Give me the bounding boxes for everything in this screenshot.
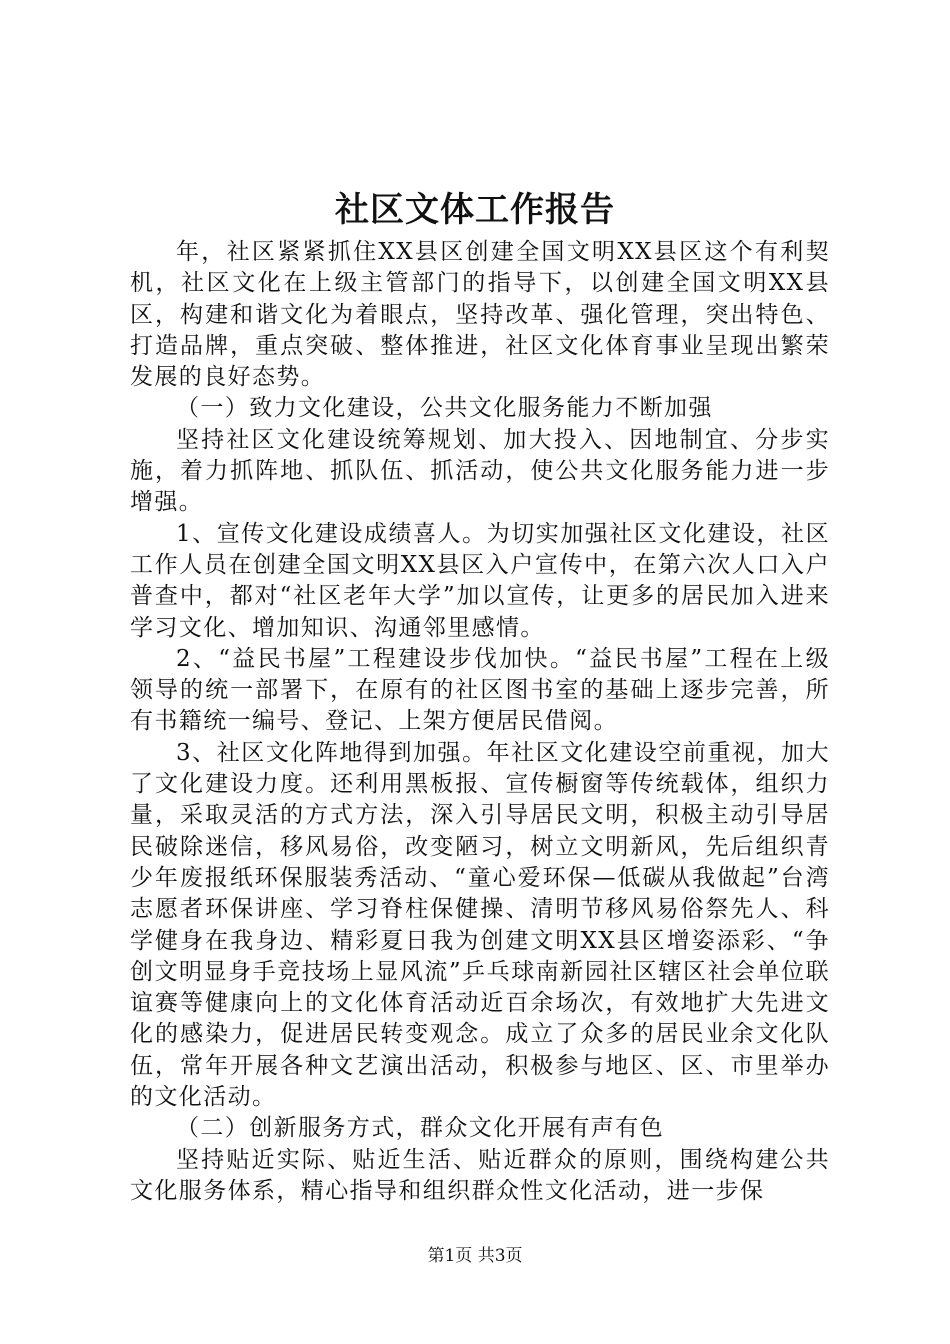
- paragraph-item-2: 2、“益民书屋”工程建设步伐加快。“益民书屋”工程在上级领导的统一部署下，在原有的社区图书室的基础上逐步完善，所有书籍统一编号、登记、上架方便居民借阅。: [130, 645, 830, 735]
- paragraph-item-3: 3、社区文化阵地得到加强。年社区文化建设空前重视，加大了文化建设力度。还利用黑板报、宣传橱窗等传统载体，组织力量，采取灵活的方式方法，深入引导居民文明，积极主动引导居民破除迷信，移风易俗，改变陋习，树立文明新风，先后组织青少年废报纸环保服装秀活动、“童心爱环保—低碳从我做起”台湾志愿者环保讲座、学习脊柱保健操、清明节移风易俗祭先人、科学健身在我身边、精彩夏日我为创建文明XX县区增姿添彩、“争创文明显身手竞技场上显风流”乒乓球南新园社区辖区社会单位联谊赛等健康向上的文化体育活动近百余场次，有效地扩大先进文化的感染力，促进居民转变观念。成立了众多的居民业余文化队伍，常年开展各种文艺演出活动，积极参与地区、区、市里举办的文化活动。: [130, 739, 830, 1111]
- section-heading-1: （一）致力文化建设，公共文化服务能力不断加强: [176, 395, 713, 422]
- document-title: 社区文体工作报告: [335, 190, 615, 230]
- document-body: [130, 237, 830, 1207]
- paragraph-section-2-summary: 坚持贴近实际、贴近生活、贴近群众的原则，围绕构建公共文化服务体系，精心指导和组织群众性文化活动，进一步保: [130, 1146, 830, 1204]
- page-footer: 第1页 共3页: [427, 1246, 523, 1266]
- paragraph-item-1: 1、宣传文化建设成绩喜人。为切实加强社区文化建设，社区工作人员在创建全国文明XX县区入户宣传中，在第六次人口入户普查中，都对“社区老年大学”加以宣传，让更多的居民加入进来学习文化、增加知识、沟通邻里感情。: [130, 520, 830, 641]
- paragraph-intro: 年，社区紧紧抓住XX县区创建全国文明XX县区这个有利契机，社区文化在上级主管部门的指导下，以创建全国文明XX县区，构建和谐文化为着眼点，坚持改革、强化管理，突出特色、打造品牌，重点突破、整体推进，社区文化体育事业呈现出繁荣发展的良好态势。: [130, 239, 830, 391]
- section-heading-2: （二）创新服务方式，群众文化开展有声有色: [176, 1115, 664, 1142]
- paragraph-section-1-summary: 坚持社区文化建设统筹规划、加大投入、因地制宜、分步实施，着力抓阵地、抓队伍、抓活动，使公共文化服务能力进一步增强。: [130, 426, 830, 516]
